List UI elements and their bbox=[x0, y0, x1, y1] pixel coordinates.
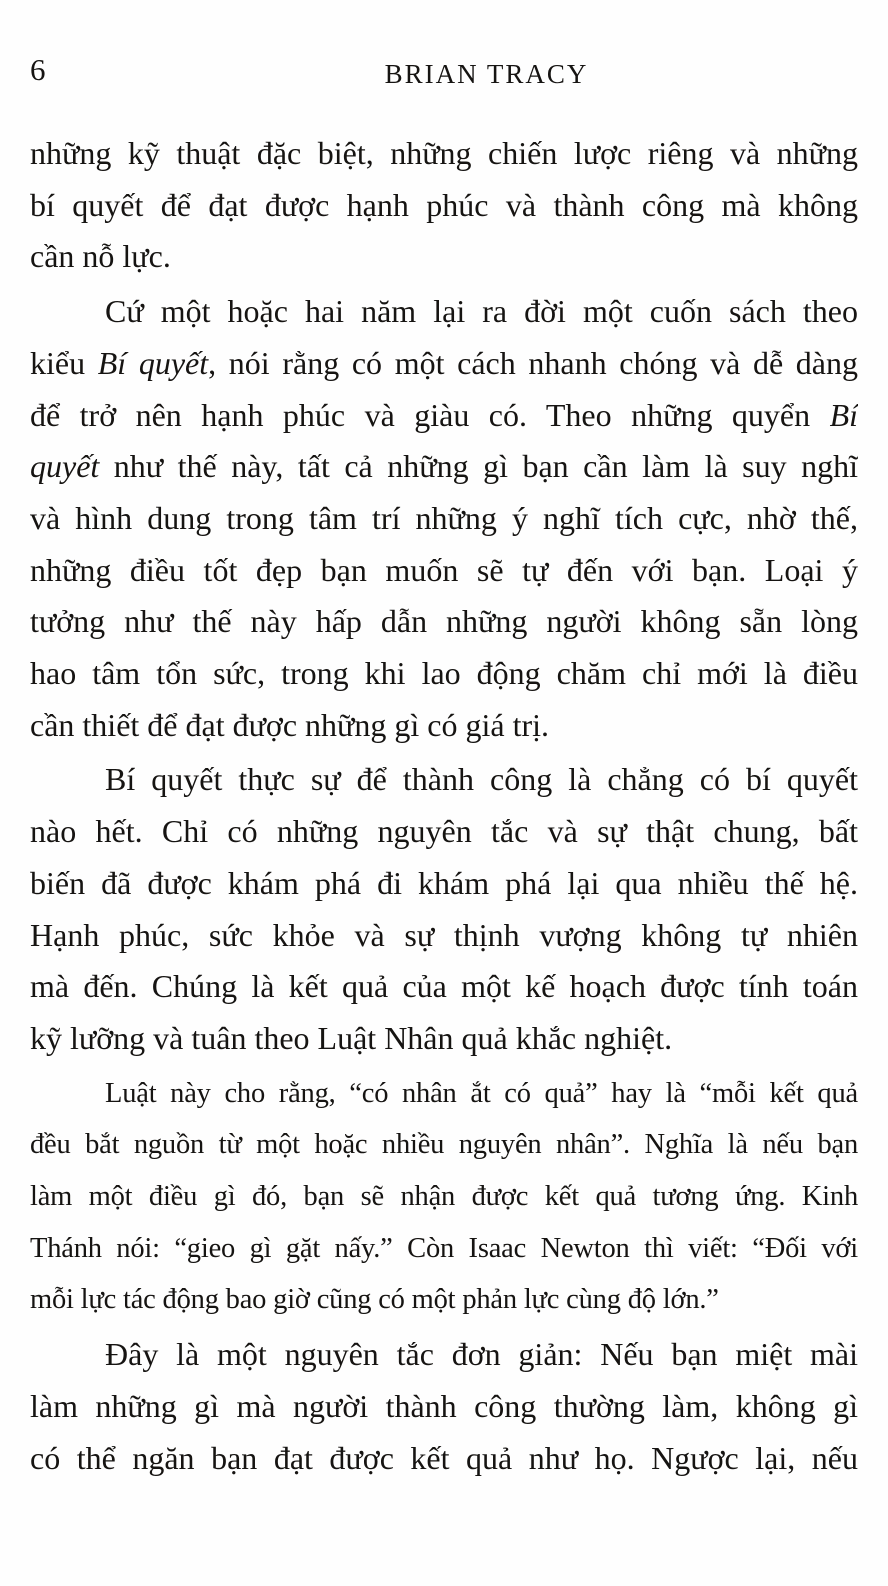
italic-text: quyết bbox=[30, 448, 100, 485]
italic-text: Bí bbox=[829, 396, 858, 433]
text-line bbox=[30, 648, 858, 700]
text-line bbox=[30, 961, 858, 1013]
text-line bbox=[30, 596, 858, 648]
text-segment: nào hết. Chỉ có những nguyên tắc và sự thật chung, bất bbox=[30, 813, 858, 850]
text-line bbox=[30, 180, 858, 232]
running-header: BRIAN TRACY bbox=[384, 59, 589, 89]
text-segment: Hạnh phúc, sức khỏe và sự thịnh vượng không tự nhiên bbox=[30, 916, 858, 953]
text-line bbox=[30, 1223, 858, 1275]
text-line bbox=[30, 441, 858, 493]
text-line bbox=[30, 910, 858, 962]
text-segment: những kỹ thuật đặc biệt, những chiến lược riêng và những bbox=[30, 135, 858, 171]
text-segment: tưởng như thế này hấp dẫn những người không sẵn lòng bbox=[30, 603, 858, 640]
text-segment: Bí quyết thực sự để thành công là chẳng có bí quyết bbox=[105, 761, 858, 798]
text-line bbox=[30, 493, 858, 545]
text-segment: để trở nên hạnh phúc và giàu có. Theo những quyển bbox=[30, 396, 830, 433]
text-line bbox=[30, 1068, 858, 1120]
text-line bbox=[30, 1171, 858, 1223]
text-line bbox=[30, 1381, 858, 1433]
page-number: 6 bbox=[30, 52, 46, 87]
text-segment: những điều tốt đẹp bạn muốn sẽ tự đến với bạn. Loại ý bbox=[30, 551, 858, 588]
text-line bbox=[30, 338, 858, 390]
text-segment: và hình dung trong tâm trí những ý nghĩ tích cực, nhờ thế, bbox=[30, 499, 858, 536]
text-line bbox=[30, 700, 858, 752]
text-segment: kỹ lưỡng và tuân theo Luật Nhân quả khắc nghiệt. bbox=[30, 1019, 673, 1056]
text-line bbox=[30, 1433, 858, 1485]
text-segment: cần nỗ lực. bbox=[30, 238, 171, 275]
text-line bbox=[30, 1119, 858, 1171]
text-line bbox=[30, 1274, 858, 1326]
text-line bbox=[30, 858, 858, 910]
text-segment: , nói rằng có một cách nhanh chóng và dễ dàng bbox=[208, 344, 858, 381]
text-line bbox=[30, 390, 858, 442]
text-line bbox=[30, 754, 858, 806]
text-segment: cần thiết để đạt được những gì có giá trị. bbox=[30, 706, 550, 743]
text-line bbox=[30, 545, 858, 597]
text-line bbox=[30, 806, 858, 858]
text-segment: làm một điều gì đó, bạn sẽ nhận được kết quả tương ứng. Kinh bbox=[30, 1181, 858, 1213]
page-header bbox=[0, 0, 888, 110]
text-line bbox=[30, 128, 858, 180]
paragraph bbox=[30, 286, 858, 751]
page-body bbox=[30, 128, 858, 1487]
text-line bbox=[30, 1329, 858, 1381]
paragraph bbox=[30, 1068, 858, 1327]
text-segment: có thể ngăn bạn đạt được kết quả như họ. Ngược lại, nếu bbox=[30, 1439, 858, 1476]
text-segment: Luật này cho rằng, “có nhân ắt có quả” hay là “mỗi kết quả bbox=[105, 1077, 858, 1109]
text-segment: biến đã được khám phá đi khám phá lại qua nhiều thế hệ. bbox=[30, 864, 858, 901]
text-segment: như thế này, tất cả những gì bạn cần làm là suy nghĩ bbox=[99, 448, 858, 485]
text-segment: Thánh nói: “gieo gì gặt nấy.” Còn Isaac Newton thì viết: “Đối với bbox=[30, 1232, 858, 1264]
text-segment: làm những gì mà người thành công thường làm, không gì bbox=[30, 1387, 858, 1424]
paragraph bbox=[30, 754, 858, 1064]
text-segment: đều bắt nguồn từ một hoặc nhiều nguyên nhân”. Nghĩa là nếu bạn bbox=[30, 1129, 858, 1161]
text-segment: hao tâm tổn sức, trong khi lao động chăm chỉ mới là điều bbox=[30, 655, 858, 692]
text-line bbox=[30, 1013, 858, 1065]
paragraph bbox=[30, 1329, 858, 1484]
text-segment: Đây là một nguyên tắc đơn giản: Nếu bạn miệt mài bbox=[105, 1336, 858, 1373]
text-line bbox=[30, 286, 858, 338]
text-segment: Cứ một hoặc hai năm lại ra đời một cuốn sách theo bbox=[105, 293, 858, 330]
text-segment: mà đến. Chúng là kết quả của một kế hoạch được tính toán bbox=[30, 968, 858, 1005]
paragraph bbox=[30, 128, 858, 283]
text-line bbox=[30, 231, 858, 283]
text-segment: bí quyết để đạt được hạnh phúc và thành công mà không bbox=[30, 186, 858, 223]
text-segment: kiểu bbox=[30, 344, 98, 381]
italic-text: Bí quyết bbox=[97, 344, 209, 381]
text-segment: mỗi lực tác động bao giờ cũng có một phản lực cùng độ lớn.” bbox=[30, 1284, 719, 1316]
